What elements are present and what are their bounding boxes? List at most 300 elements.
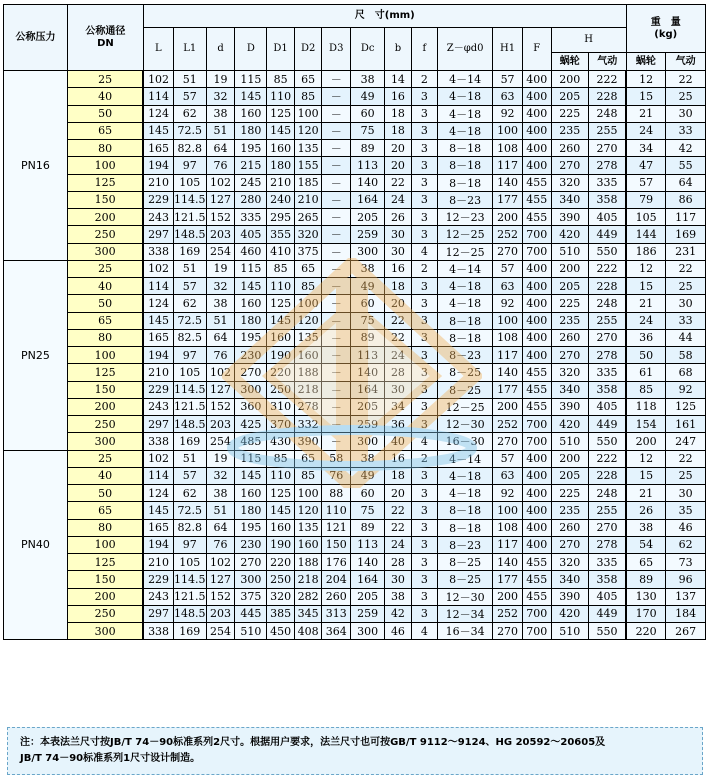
cell-H-pneumatic: 405 bbox=[589, 588, 627, 605]
cell-f: 3 bbox=[411, 571, 437, 588]
cell-F: 700 bbox=[522, 226, 551, 243]
cell-Dc: 60 bbox=[351, 105, 385, 122]
cell-D1: 160 bbox=[267, 329, 295, 346]
cell-D2: 120 bbox=[294, 122, 322, 139]
cell-f: 3 bbox=[411, 88, 437, 105]
cell-H-pneumatic: 270 bbox=[589, 519, 627, 536]
col-header-L: L bbox=[143, 28, 173, 71]
cell-weight-pneumatic: 62 bbox=[666, 536, 706, 553]
cell-D2: 408 bbox=[294, 623, 322, 640]
table-row bbox=[4, 88, 706, 105]
cell-H-worm: 320 bbox=[551, 554, 588, 571]
cell-D3: － bbox=[322, 191, 351, 208]
cell-H-pneumatic: 228 bbox=[589, 467, 627, 484]
table-row bbox=[4, 433, 706, 450]
cell-H-pneumatic: 222 bbox=[589, 260, 627, 277]
footnote-line1: 注：本表法兰尺寸按JB/T 74－90标准系列2尺寸。根据用户要求，法兰尺寸也可按GB/T 9112～9124、HG 20592～20605及 bbox=[20, 737, 606, 748]
cell-d: 127 bbox=[206, 381, 235, 398]
cell-D1: 110 bbox=[267, 467, 295, 484]
table-row bbox=[4, 71, 706, 88]
cell-D2: 85 bbox=[294, 278, 322, 295]
cell-bolts: 8－18 bbox=[438, 502, 493, 519]
col-header-weight-worm: 蜗轮 bbox=[626, 53, 666, 71]
cell-D3: 110 bbox=[322, 502, 351, 519]
cell-H1: 200 bbox=[493, 398, 523, 415]
cell-weight-worm: 85 bbox=[626, 381, 666, 398]
table-row bbox=[4, 278, 706, 295]
cell-H-worm: 340 bbox=[551, 571, 588, 588]
cell-L: 229 bbox=[143, 571, 173, 588]
cell-L1: 121.5 bbox=[173, 398, 206, 415]
cell-H1: 177 bbox=[493, 381, 523, 398]
cell-H-pneumatic: 222 bbox=[589, 450, 627, 467]
cell-D: 160 bbox=[235, 295, 267, 312]
cell-L1: 121.5 bbox=[173, 588, 206, 605]
cell-weight-pneumatic: 25 bbox=[666, 467, 706, 484]
cell-weight-worm: 154 bbox=[626, 416, 666, 433]
cell-bolts: 4－14 bbox=[438, 450, 493, 467]
cell-L: 114 bbox=[143, 278, 173, 295]
table-row bbox=[4, 467, 706, 484]
cell-H-worm: 260 bbox=[551, 329, 588, 346]
cell-F: 400 bbox=[522, 312, 551, 329]
cell-D3: － bbox=[322, 433, 351, 450]
cell-D2: 282 bbox=[294, 588, 322, 605]
table-header bbox=[4, 5, 706, 71]
cell-H1: 63 bbox=[493, 467, 523, 484]
col-header-Dc: Dc bbox=[351, 28, 385, 71]
cell-Dc: 89 bbox=[351, 140, 385, 157]
table-row bbox=[4, 381, 706, 398]
cell-D2: 155 bbox=[294, 157, 322, 174]
cell-F: 400 bbox=[522, 329, 551, 346]
pressure-header: 公称压力 bbox=[4, 5, 68, 71]
cell-D1: 190 bbox=[267, 347, 295, 364]
cell-D3: － bbox=[322, 416, 351, 433]
cell-L1: 105 bbox=[173, 554, 206, 571]
cell-bolts: 4－18 bbox=[438, 122, 493, 139]
cell-D: 215 bbox=[235, 157, 267, 174]
cell-weight-worm: 170 bbox=[626, 605, 666, 622]
cell-D: 485 bbox=[235, 433, 267, 450]
cell-b: 30 bbox=[385, 243, 411, 260]
cell-L: 124 bbox=[143, 105, 173, 122]
cell-F: 455 bbox=[522, 209, 551, 226]
table-row bbox=[4, 260, 706, 277]
table-row bbox=[4, 312, 706, 329]
cell-bolts: 8－18 bbox=[438, 519, 493, 536]
cell-H-pneumatic: 405 bbox=[589, 209, 627, 226]
cell-f: 2 bbox=[411, 260, 437, 277]
cell-weight-worm: 54 bbox=[626, 536, 666, 553]
cell-d: 127 bbox=[206, 191, 235, 208]
cell-L: 338 bbox=[143, 433, 173, 450]
cell-Dc: 259 bbox=[351, 416, 385, 433]
cell-b: 30 bbox=[385, 571, 411, 588]
cell-dn: 300 bbox=[67, 433, 143, 450]
cell-D2: 135 bbox=[294, 140, 322, 157]
cell-D3: － bbox=[322, 381, 351, 398]
col-header-H1: H1 bbox=[493, 28, 523, 71]
cell-weight-worm: 118 bbox=[626, 398, 666, 415]
cell-F: 700 bbox=[522, 243, 551, 260]
cell-H1: 200 bbox=[493, 209, 523, 226]
cell-f: 3 bbox=[411, 105, 437, 122]
cell-H-pneumatic: 270 bbox=[589, 140, 627, 157]
cell-weight-pneumatic: 42 bbox=[666, 140, 706, 157]
table-row bbox=[4, 536, 706, 553]
cell-D2: 100 bbox=[294, 485, 322, 502]
cell-weight-pneumatic: 44 bbox=[666, 329, 706, 346]
cell-L1: 148.5 bbox=[173, 605, 206, 622]
cell-dn: 80 bbox=[67, 519, 143, 536]
cell-L1: 82.8 bbox=[173, 140, 206, 157]
cell-f: 3 bbox=[411, 519, 437, 536]
cell-H-pneumatic: 335 bbox=[589, 554, 627, 571]
cell-D: 270 bbox=[235, 364, 267, 381]
cell-D3: － bbox=[322, 88, 351, 105]
cell-dn: 125 bbox=[67, 554, 143, 571]
cell-b: 20 bbox=[385, 295, 411, 312]
cell-H1: 140 bbox=[493, 364, 523, 381]
cell-bolts: 12－34 bbox=[438, 605, 493, 622]
table-row bbox=[4, 157, 706, 174]
cell-dn: 25 bbox=[67, 260, 143, 277]
col-header-weight-pneumatic: 气动 bbox=[666, 53, 706, 71]
cell-d: 64 bbox=[206, 140, 235, 157]
cell-H-pneumatic: 449 bbox=[589, 226, 627, 243]
cell-f: 4 bbox=[411, 243, 437, 260]
cell-f: 3 bbox=[411, 605, 437, 622]
cell-d: 51 bbox=[206, 312, 235, 329]
col-header-D3: D3 bbox=[322, 28, 351, 71]
cell-F: 455 bbox=[522, 398, 551, 415]
cell-d: 64 bbox=[206, 519, 235, 536]
cell-b: 24 bbox=[385, 536, 411, 553]
cell-H-worm: 235 bbox=[551, 122, 588, 139]
cell-bolts: 4－14 bbox=[438, 71, 493, 88]
cell-F: 400 bbox=[522, 140, 551, 157]
cell-H-worm: 510 bbox=[551, 433, 588, 450]
cell-bolts: 8－25 bbox=[438, 381, 493, 398]
cell-H-worm: 510 bbox=[551, 623, 588, 640]
cell-bolts: 16－30 bbox=[438, 433, 493, 450]
cell-weight-pneumatic: 161 bbox=[666, 416, 706, 433]
cell-H1: 108 bbox=[493, 519, 523, 536]
cell-F: 400 bbox=[522, 536, 551, 553]
cell-L: 297 bbox=[143, 416, 173, 433]
cell-H1: 63 bbox=[493, 278, 523, 295]
cell-dn: 250 bbox=[67, 226, 143, 243]
cell-bolts: 8－18 bbox=[438, 140, 493, 157]
table-row bbox=[4, 450, 706, 467]
cell-D3: － bbox=[322, 122, 351, 139]
col-header-f: f bbox=[411, 28, 437, 71]
table-body bbox=[4, 71, 706, 640]
cell-H-worm: 270 bbox=[551, 157, 588, 174]
cell-L1: 51 bbox=[173, 260, 206, 277]
table-row bbox=[4, 105, 706, 122]
cell-weight-pneumatic: 25 bbox=[666, 88, 706, 105]
col-header-b: b bbox=[385, 28, 411, 71]
cell-L1: 169 bbox=[173, 433, 206, 450]
cell-D1: 320 bbox=[267, 588, 295, 605]
cell-bolts: 8－25 bbox=[438, 571, 493, 588]
cell-Dc: 49 bbox=[351, 88, 385, 105]
cell-H-pneumatic: 449 bbox=[589, 605, 627, 622]
cell-H1: 108 bbox=[493, 140, 523, 157]
cell-b: 24 bbox=[385, 191, 411, 208]
cell-D1: 220 bbox=[267, 554, 295, 571]
cell-bolts: 8－25 bbox=[438, 554, 493, 571]
cell-H1: 92 bbox=[493, 295, 523, 312]
cell-F: 700 bbox=[522, 416, 551, 433]
cell-d: 203 bbox=[206, 605, 235, 622]
cell-b: 14 bbox=[385, 71, 411, 88]
cell-F: 400 bbox=[522, 122, 551, 139]
cell-D: 425 bbox=[235, 416, 267, 433]
cell-H1: 177 bbox=[493, 571, 523, 588]
cell-D: 195 bbox=[235, 329, 267, 346]
cell-f: 2 bbox=[411, 71, 437, 88]
cell-D: 160 bbox=[235, 105, 267, 122]
cell-f: 3 bbox=[411, 381, 437, 398]
cell-f: 3 bbox=[411, 588, 437, 605]
cell-b: 22 bbox=[385, 519, 411, 536]
cell-H-worm: 420 bbox=[551, 605, 588, 622]
table-row bbox=[4, 174, 706, 191]
col-header-D2: D2 bbox=[294, 28, 322, 71]
cell-L1: 148.5 bbox=[173, 226, 206, 243]
cell-dn: 65 bbox=[67, 122, 143, 139]
cell-Dc: 75 bbox=[351, 312, 385, 329]
cell-d: 19 bbox=[206, 260, 235, 277]
cell-F: 400 bbox=[522, 260, 551, 277]
cell-f: 4 bbox=[411, 433, 437, 450]
cell-D2: 390 bbox=[294, 433, 322, 450]
cell-H-pneumatic: 405 bbox=[589, 398, 627, 415]
cell-weight-worm: 26 bbox=[626, 502, 666, 519]
cell-D1: 160 bbox=[267, 140, 295, 157]
dn-header-line2: DN bbox=[97, 37, 114, 49]
cell-L: 229 bbox=[143, 191, 173, 208]
cell-D: 460 bbox=[235, 243, 267, 260]
cell-F: 455 bbox=[522, 191, 551, 208]
cell-D: 115 bbox=[235, 260, 267, 277]
cell-L1: 121.5 bbox=[173, 209, 206, 226]
cell-H1: 92 bbox=[493, 105, 523, 122]
cell-f: 3 bbox=[411, 364, 437, 381]
cell-D2: 375 bbox=[294, 243, 322, 260]
cell-d: 32 bbox=[206, 88, 235, 105]
cell-D2: 188 bbox=[294, 554, 322, 571]
cell-D: 510 bbox=[235, 623, 267, 640]
cell-b: 30 bbox=[385, 381, 411, 398]
cell-weight-pneumatic: 30 bbox=[666, 485, 706, 502]
cell-D1: 190 bbox=[267, 536, 295, 553]
cell-b: 34 bbox=[385, 398, 411, 415]
cell-F: 455 bbox=[522, 174, 551, 191]
cell-d: 32 bbox=[206, 467, 235, 484]
cell-dn: 125 bbox=[67, 364, 143, 381]
cell-weight-pneumatic: 184 bbox=[666, 605, 706, 622]
cell-d: 19 bbox=[206, 450, 235, 467]
cell-H-worm: 260 bbox=[551, 140, 588, 157]
cell-D2: 218 bbox=[294, 571, 322, 588]
cell-D: 280 bbox=[235, 191, 267, 208]
cell-L: 243 bbox=[143, 209, 173, 226]
cell-Dc: 164 bbox=[351, 571, 385, 588]
cell-weight-pneumatic: 169 bbox=[666, 226, 706, 243]
cell-Dc: 49 bbox=[351, 467, 385, 484]
cell-weight-worm: 36 bbox=[626, 329, 666, 346]
cell-b: 42 bbox=[385, 605, 411, 622]
cell-weight-pneumatic: 30 bbox=[666, 105, 706, 122]
cell-d: 102 bbox=[206, 364, 235, 381]
cell-dn: 200 bbox=[67, 588, 143, 605]
cell-D: 160 bbox=[235, 485, 267, 502]
cell-bolts: 4－18 bbox=[438, 278, 493, 295]
cell-H-pneumatic: 358 bbox=[589, 381, 627, 398]
cell-dn: 40 bbox=[67, 88, 143, 105]
cell-H-worm: 205 bbox=[551, 278, 588, 295]
cell-dn: 40 bbox=[67, 278, 143, 295]
cell-b: 22 bbox=[385, 312, 411, 329]
cell-b: 18 bbox=[385, 105, 411, 122]
pressure-cell: PN40 bbox=[4, 450, 68, 640]
cell-Dc: 140 bbox=[351, 364, 385, 381]
cell-D1: 160 bbox=[267, 519, 295, 536]
cell-d: 51 bbox=[206, 502, 235, 519]
cell-d: 102 bbox=[206, 554, 235, 571]
cell-D2: 135 bbox=[294, 519, 322, 536]
cell-D: 375 bbox=[235, 588, 267, 605]
cell-f: 3 bbox=[411, 174, 437, 191]
cell-dn: 200 bbox=[67, 209, 143, 226]
cell-D1: 125 bbox=[267, 485, 295, 502]
cell-H-worm: 420 bbox=[551, 416, 588, 433]
cell-dn: 50 bbox=[67, 295, 143, 312]
cell-Dc: 60 bbox=[351, 485, 385, 502]
cell-Dc: 75 bbox=[351, 122, 385, 139]
cell-D: 180 bbox=[235, 312, 267, 329]
cell-weight-worm: 21 bbox=[626, 295, 666, 312]
cell-L1: 169 bbox=[173, 243, 206, 260]
cell-D2: 278 bbox=[294, 398, 322, 415]
table-row bbox=[4, 571, 706, 588]
cell-D3: － bbox=[322, 71, 351, 88]
cell-dn: 100 bbox=[67, 157, 143, 174]
cell-D3: － bbox=[322, 295, 351, 312]
cell-L1: 97 bbox=[173, 157, 206, 174]
cell-L: 102 bbox=[143, 71, 173, 88]
cell-H1: 117 bbox=[493, 157, 523, 174]
cell-D3: 364 bbox=[322, 623, 351, 640]
cell-D2: 185 bbox=[294, 174, 322, 191]
cell-L: 210 bbox=[143, 554, 173, 571]
cell-D1: 145 bbox=[267, 122, 295, 139]
col-header-L1: L1 bbox=[173, 28, 206, 71]
cell-H-pneumatic: 270 bbox=[589, 329, 627, 346]
cell-D3: 88 bbox=[322, 485, 351, 502]
cell-H1: 270 bbox=[493, 243, 523, 260]
cell-f: 3 bbox=[411, 416, 437, 433]
cell-D1: 110 bbox=[267, 278, 295, 295]
cell-f: 3 bbox=[411, 536, 437, 553]
col-header-H-worm: 蜗轮 bbox=[551, 53, 588, 71]
cell-D1: 240 bbox=[267, 191, 295, 208]
table-row bbox=[4, 226, 706, 243]
cell-Dc: 300 bbox=[351, 623, 385, 640]
cell-D: 405 bbox=[235, 226, 267, 243]
cell-d: 127 bbox=[206, 571, 235, 588]
cell-D3: － bbox=[322, 398, 351, 415]
cell-H-worm: 270 bbox=[551, 536, 588, 553]
cell-d: 254 bbox=[206, 243, 235, 260]
cell-D3: － bbox=[322, 209, 351, 226]
cell-d: 64 bbox=[206, 329, 235, 346]
cell-H-worm: 340 bbox=[551, 191, 588, 208]
cell-Dc: 113 bbox=[351, 157, 385, 174]
cell-D1: 210 bbox=[267, 174, 295, 191]
cell-weight-worm: 57 bbox=[626, 174, 666, 191]
cell-f: 3 bbox=[411, 554, 437, 571]
cell-f: 3 bbox=[411, 347, 437, 364]
cell-weight-pneumatic: 68 bbox=[666, 364, 706, 381]
cell-D2: 218 bbox=[294, 381, 322, 398]
dimensions-header: 尺 寸(mm) bbox=[143, 5, 626, 28]
cell-D3: － bbox=[322, 243, 351, 260]
flange-dimension-table bbox=[3, 4, 706, 640]
cell-F: 455 bbox=[522, 364, 551, 381]
cell-L: 124 bbox=[143, 485, 173, 502]
cell-bolts: 4－18 bbox=[438, 88, 493, 105]
cell-b: 20 bbox=[385, 157, 411, 174]
cell-D3: 121 bbox=[322, 519, 351, 536]
cell-L: 194 bbox=[143, 536, 173, 553]
cell-d: 152 bbox=[206, 209, 235, 226]
cell-D3: 58 bbox=[322, 450, 351, 467]
cell-L1: 51 bbox=[173, 450, 206, 467]
cell-H-worm: 390 bbox=[551, 209, 588, 226]
cell-dn: 50 bbox=[67, 485, 143, 502]
cell-weight-worm: 79 bbox=[626, 191, 666, 208]
cell-b: 18 bbox=[385, 278, 411, 295]
col-header-F: F bbox=[522, 28, 551, 71]
cell-D3: － bbox=[322, 278, 351, 295]
cell-H1: 100 bbox=[493, 122, 523, 139]
cell-F: 455 bbox=[522, 588, 551, 605]
cell-D3: － bbox=[322, 174, 351, 191]
cell-L: 102 bbox=[143, 450, 173, 467]
cell-weight-pneumatic: 55 bbox=[666, 157, 706, 174]
cell-weight-worm: 24 bbox=[626, 122, 666, 139]
cell-weight-pneumatic: 247 bbox=[666, 433, 706, 450]
cell-dn: 80 bbox=[67, 140, 143, 157]
cell-D1: 370 bbox=[267, 416, 295, 433]
cell-D2: 100 bbox=[294, 105, 322, 122]
cell-F: 700 bbox=[522, 433, 551, 450]
cell-D2: 188 bbox=[294, 364, 322, 381]
cell-H-pneumatic: 449 bbox=[589, 416, 627, 433]
cell-d: 102 bbox=[206, 174, 235, 191]
cell-H-pneumatic: 278 bbox=[589, 347, 627, 364]
cell-weight-worm: 200 bbox=[626, 433, 666, 450]
cell-weight-worm: 12 bbox=[626, 260, 666, 277]
cell-H1: 270 bbox=[493, 623, 523, 640]
cell-dn: 100 bbox=[67, 347, 143, 364]
cell-Dc: 300 bbox=[351, 433, 385, 450]
